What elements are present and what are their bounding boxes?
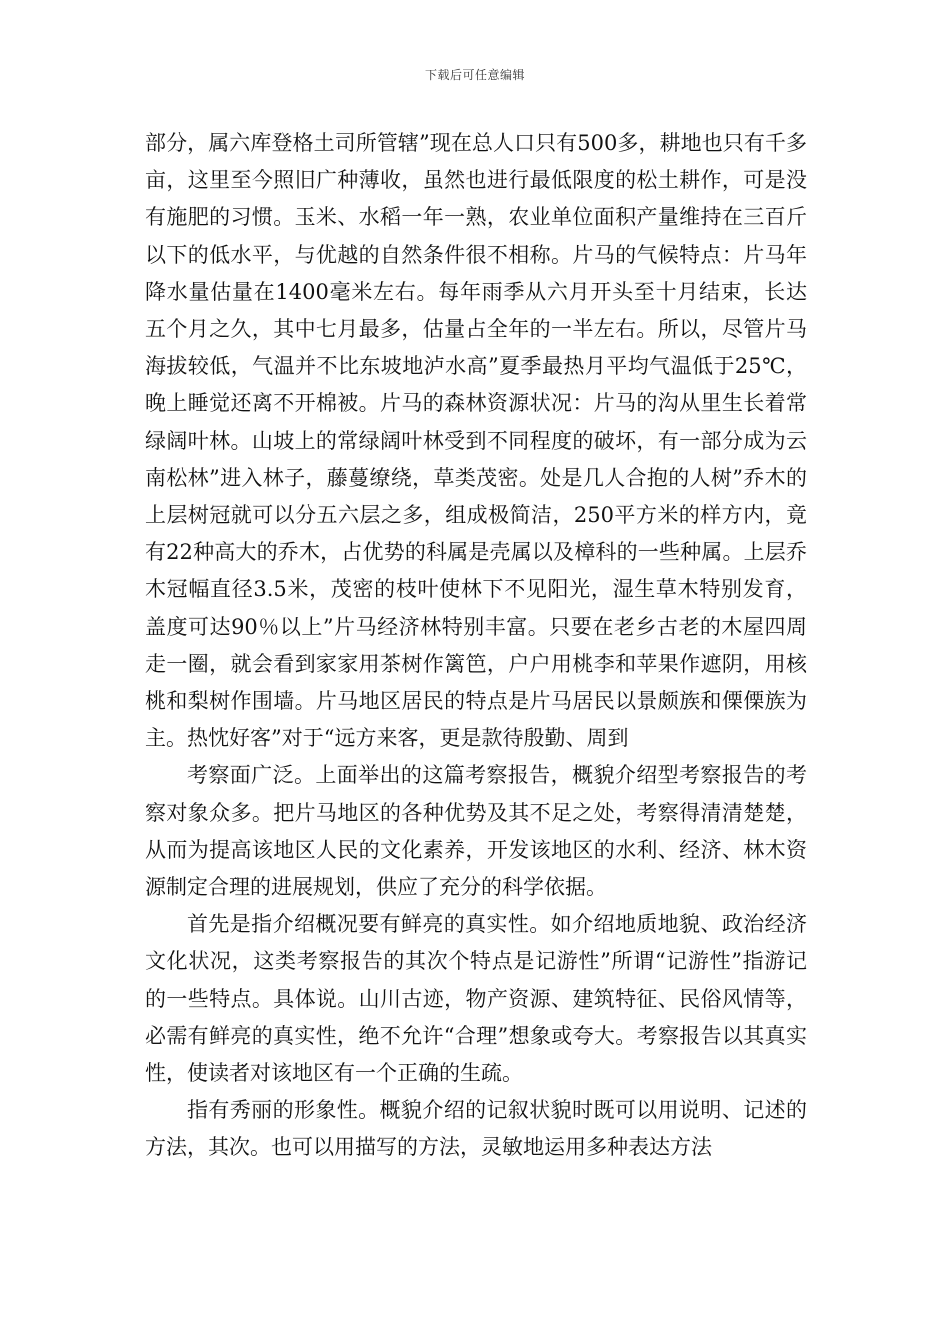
- paragraph-3: 首先是指介绍概况要有鲜亮的真实性。如介绍地质地貌、政治经济文化状况，这类考察报告的其次个特点是记游性”所谓“记游性”指游记的一些特点。具体说。山川古迹，物产资源、建筑特征、民俗风情等，必需有鲜亮的真实性，绝不允许“合理”想象或夸大。考察报告以其真实性，使读者对该地区有一个正确的生疏。: [145, 912, 807, 1086]
- page-header: 下载后可任意编辑: [424, 68, 525, 82]
- paragraph-4: 指有秀丽的形象性。概貌介绍的记叙状貌时既可以用说明、记述的方法，其次。也可以用描写的方法，灵敏地运用多种表达方法: [145, 1098, 807, 1160]
- paragraph-2: 考察面广泛。上面举出的这篇考察报告，概貌介绍型考察报告的考察对象众多。把片马地区的各种优势及其不足之处，考察得清清楚楚，从而为提高该地区人民的文化素养，开发该地区的水利、经济、林木资源制定合理的进展规划，供应了充分的科学依据。: [145, 763, 807, 900]
- paragraph-1: 部分，属六库登格土司所管辖”现在总人口只有500多，耕地也只有千多亩，这里至今照旧广种薄收，虽然也进行最低限度的松土耕作，可是没有施肥的习惯。玉米、水稻一年一熟，农业单位面积产量维持在三百斤以下的低水平，与优越的自然条件很不相称。片马的气候特点：片马年降水量估量在1400毫米左右。每年雨季从六月开头至十月结束，长达五个月之久，其中七月最多，估量占全年的一半左右。所以，尽管片马海拔较低，气温并不比东坡地泸水高”夏季最热月平均气温低于25℃，晚上睡觉还离不开棉被。片马的森林资源状况：片马的沟从里生长着常绿阔叶林。山坡上的常绿阔叶林受到不同程度的破坏，有一部分成为云南松林”进入林子，藤蔓缭绕，草类茂密。处是几人合抱的人树”乔木的上层树冠就可以分五六层之多，组成极简洁，250平方米的样方内，竟有22种高大的乔木，占优势的科属是壳属以及樟科的一些种属。上层乔木冠幅直径3.5米，茂密的枝叶使林下不见阳光，湿生草木特别发育，盖度可达90％以上”片马经济林特别丰富。只要在老乡古老的木屋四周走一圈，就会看到家家用茶树作篱笆，户户用桃李和苹果作遮阴，用核桃和梨树作围墙。片马地区居民的特点是片马居民以景颇族和傈傈族为主。热忱好客”对于“远方来客，更是款待殷勤、周到: [145, 131, 807, 751]
- document-body: [145, 125, 807, 1167]
